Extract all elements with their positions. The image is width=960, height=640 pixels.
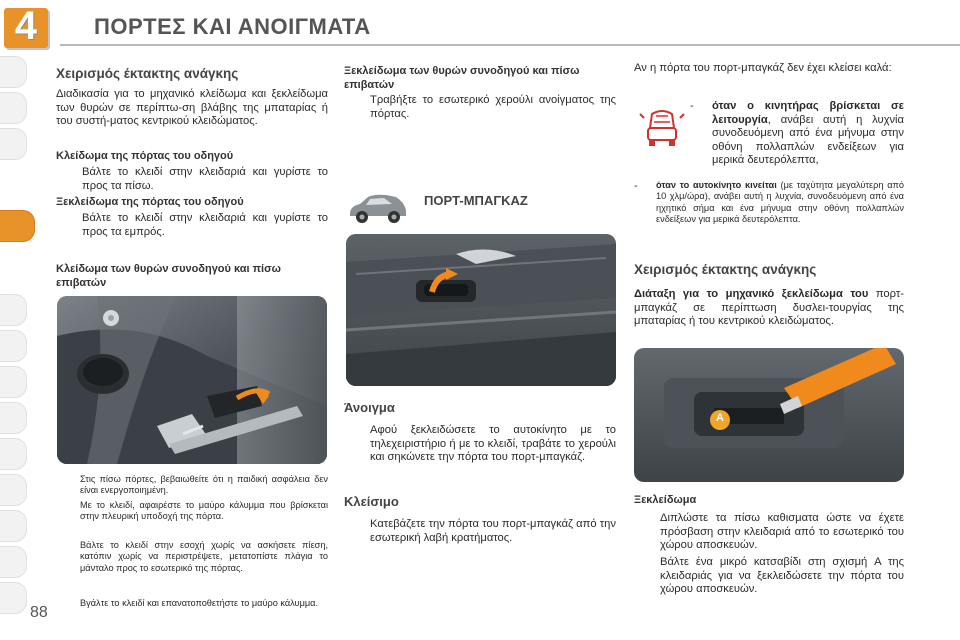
engine-running-note bbox=[712, 100, 904, 168]
unlock-step: Διπλώστε τα πίσω καθισματα ώστε να έχετε πρόσβαση στην κλειδαριά από το εσωτερικό του χώρου αποσκευών. bbox=[660, 512, 904, 551]
dash-marker: - bbox=[634, 180, 638, 192]
opening-text: Αφού ξεκλειδώσετε το αυτοκίνητο με το τηλεχειριστήριο ή με το κλειδί, τραβάτε το χερούλι και σηκώνετε την πόρτα του πορτ-μπαγκάζ. bbox=[370, 424, 616, 463]
chapter-tab[interactable] bbox=[0, 402, 27, 434]
driver-lock-heading: Κλείδωμα της πόρτας του οδηγού bbox=[56, 150, 234, 162]
driver-unlock-heading: Ξεκλείδωμα της πόρτας του οδηγού bbox=[56, 196, 244, 208]
emergency-device-bold: Διάταξη για το μηχανικό ξεκλείδωμα του bbox=[634, 288, 869, 300]
chapter-number: 4 bbox=[14, 4, 38, 48]
chapter-tab[interactable] bbox=[0, 92, 27, 124]
vehicle-moving-condition: όταν το αυτοκίνητο κινείται bbox=[656, 180, 777, 190]
dash-marker: - bbox=[690, 100, 694, 112]
closing-heading: Κλείσιμο bbox=[344, 494, 399, 509]
page-number: 88 bbox=[30, 604, 48, 621]
chapter-tab[interactable] bbox=[0, 510, 27, 542]
marker-a-label: A bbox=[716, 412, 724, 424]
driver-lock-text: Βάλτε το κλειδί στην κλειδαριά και γυρίστε το προς τα πίσω. bbox=[82, 166, 328, 192]
tailgate-lock-photo bbox=[634, 348, 904, 482]
passenger-lock-step: Βάλτε το κλειδί στην εσοχή χωρίς να ασκήσετε πίεση, κατόπιν χωρίς να περιστρέψετε, μετατοπίστε πλάγια το μάνταλο προς το εσωτερικό της πόρτας. bbox=[80, 540, 328, 573]
chapter-tab[interactable] bbox=[0, 474, 27, 506]
emergency-device-text bbox=[634, 288, 904, 329]
closing-text: Κατεβάζετε την πόρτα του πορτ-μπαγκάζ από την εσωτερική λαβή κρατήματος. bbox=[370, 518, 616, 544]
passenger-lock-step: Με το κλειδί, αφαιρέστε το μαύρο κάλυμμα που βρίσκεται στην πλευρική υποδοχή της πόρτα. bbox=[80, 500, 328, 522]
passenger-unlock-heading: Ξεκλείδωμα των θυρών συνοδηγού και πίσω επιβατών bbox=[344, 65, 580, 91]
car-hatchback-icon bbox=[346, 192, 410, 226]
engine-running-condition: όταν ο κινητήρας βρίσκεται σε λειτουργία bbox=[712, 100, 904, 126]
door-lock-photo bbox=[57, 296, 327, 464]
intro-paragraph: Διαδικασία για το μηχανικό κλείδωμα και ξεκλείδωμα των θυρών σε περίπτω-ση βλάβης της μπαταρίας ή του συστή-ματος κεντρικού κλειδώματος. bbox=[56, 88, 328, 127]
chapter-tab[interactable] bbox=[0, 546, 27, 578]
passenger-lock-step: Βγάλτε το κλειδί και επανατοποθετήστε το μαύρο κάλυμμα. bbox=[80, 598, 319, 608]
chapter-tab[interactable] bbox=[0, 294, 27, 326]
vehicle-moving-note bbox=[656, 180, 904, 225]
door-open-warning-icon bbox=[638, 104, 686, 152]
passenger-lock-heading: Κλείδωμα των θυρών συνοδηγού και πίσω επιβατών bbox=[56, 263, 281, 289]
header-divider bbox=[60, 44, 960, 46]
tailgate-warning-intro: Αν η πόρτα του πορτ-μπαγκάζ δεν έχει κλείσει καλά: bbox=[634, 62, 892, 74]
unlock-step: Βάλτε ένα μικρό κατσαβίδι στη σχισμή A της κλειδαριάς για να ξεκλειδώσετε την πόρτα του χώρου αποσκευών. bbox=[660, 556, 904, 595]
chapter-tab[interactable] bbox=[0, 128, 27, 160]
emergency-heading: Χειρισμός έκτακτης ανάγκης bbox=[634, 262, 817, 277]
engine-running-rest: , ανάβει αυτή η λυχνία συνοδευόμενη από ένα μήνυμα στην οθόνη πολλαπλών ενδείξεων για μερικά δευτερόλεπτα, bbox=[712, 113, 904, 166]
opening-heading: Άνοιγμα bbox=[344, 400, 395, 415]
tailgate-heading: ΠΟΡΤ-ΜΠΑΓΚΑΖ bbox=[424, 193, 528, 208]
chapter-tabs bbox=[0, 56, 30, 626]
tailgate-handle-photo bbox=[346, 234, 616, 386]
passenger-unlock-text: Τραβήξτε το εσωτερικό χερούλι ανοίγματος της πόρτας. bbox=[370, 94, 616, 120]
chapter-tab[interactable] bbox=[0, 56, 27, 88]
unlock-heading: Ξεκλείδωμα bbox=[634, 494, 697, 506]
passenger-lock-step: Στις πίσω πόρτες, βεβαιωθείτε ότι η παιδική ασφάλεια δεν είναι ενεργοποιημένη. bbox=[80, 474, 328, 496]
chapter-tab[interactable] bbox=[0, 438, 27, 470]
section-title: Χειρισμός έκτακτης ανάγκης bbox=[56, 66, 239, 81]
chapter-title: ΠΟΡΤΕΣ ΚΑΙ ΑΝΟΙΓΜΑΤΑ bbox=[94, 14, 371, 39]
emergency-device-rest: πορτ-μπαγκάζ σε περίπτωση δυσλει-τουργίας της μπαταρίας ή του κεντρικού κλειδώματος. bbox=[634, 288, 904, 327]
vehicle-moving-rest: (με ταχύτητα μεγαλύτερη από 10 χλμ/ώρα), ανάβει αυτή η λυχνία, συνοδευόμενη από ένα ηχητικό σήμα και ένα μήνυμα στην οθόνη πολλαπλών ενδείξεων για μερικά δευτερόλεπτα. bbox=[656, 180, 904, 224]
chapter-tab-active[interactable] bbox=[0, 210, 35, 242]
driver-unlock-text: Βάλτε το κλειδί στην κλειδαριά και γυρίστε το προς τα εμπρός. bbox=[82, 212, 328, 238]
lock-key-photo bbox=[57, 296, 327, 464]
chapter-tab[interactable] bbox=[0, 582, 27, 614]
chapter-tab[interactable] bbox=[0, 366, 27, 398]
chapter-tab[interactable] bbox=[0, 330, 27, 362]
